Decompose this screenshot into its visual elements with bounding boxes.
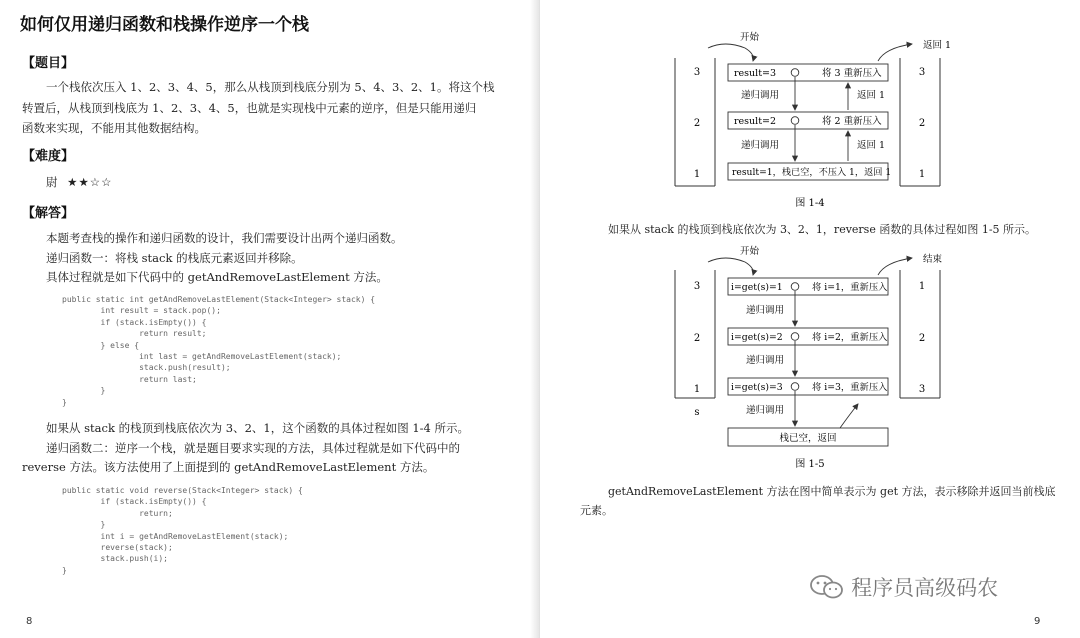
fig15-right-stack-item: 2: [918, 333, 926, 344]
fig14-box: [728, 163, 891, 180]
fig14-left-stack: [675, 58, 715, 186]
answer-text-line-2: 递归函数一：将栈 stack 的栈底元素返回并移除。: [46, 251, 303, 265]
fig14-box-right: 将 2 重新压入: [822, 116, 882, 127]
fig14-recurse-label: 递归调用: [741, 140, 780, 151]
fig15-right-stack: [900, 270, 940, 398]
fig15-box-left: i=get(s)=2: [731, 332, 783, 343]
fig14-box-left: result=2: [734, 116, 777, 127]
question-text-line-3: 函数来实现，不能用其他数据结构。: [22, 121, 206, 135]
fig14-right-stack-item: 3: [918, 67, 926, 78]
fig15-stack-name: s: [694, 407, 700, 418]
fig14-right-stack-item: 1: [918, 169, 926, 180]
fig14-return-label: 返回 1: [923, 40, 952, 51]
final-text-line-1: getAndRemoveLastElement 方法在图中简单表示为 get 方法，表示移除并返回当前栈底: [608, 485, 1056, 498]
right-page: [540, 0, 1080, 638]
fig15-end-label: 结束: [923, 254, 943, 265]
fig15-start-label: 开始: [740, 246, 760, 257]
fig14-right-stack-item: 2: [918, 118, 926, 129]
answer-heading: 【解答】: [22, 206, 75, 221]
fig15-recurse-label: 递归调用: [746, 305, 785, 316]
watermark: [808, 572, 998, 602]
fig15-box: [728, 328, 888, 345]
fig14-left-stack-item: 1: [693, 169, 701, 180]
fig14-return1-label: 返回 1: [857, 90, 886, 101]
fig15-caption: 图 1-5: [795, 459, 825, 470]
fig14-recurse-label: 递归调用: [741, 90, 780, 101]
fig15-box: [728, 378, 888, 395]
fig15-left-stack-item: 3: [693, 281, 701, 292]
difficulty-heading: 【难度】: [22, 149, 75, 164]
fig15-recurse-label: 递归调用: [746, 355, 785, 366]
page-number-right: 9: [1034, 616, 1041, 627]
figure-1-4-diagram: [540, 28, 1080, 218]
answer-text-line-3: 具体过程就是如下代码中的 getAndRemoveLastElement 方法。: [46, 270, 388, 284]
fig15-box-right: 将 i=3，重新压入: [812, 382, 888, 393]
fig15-box: [728, 278, 888, 295]
fig15-left-stack: [675, 270, 715, 418]
figure-1-5-intro: 如果从 stack 的栈顶到栈底依次为 3、2、1，reverse 函数的具体过程如图 1-5 所示。: [608, 223, 1037, 236]
fig14-start-label: 开始: [740, 32, 760, 43]
fig15-recurse-label: 递归调用: [746, 405, 785, 416]
fig14-left-stack-item: 3: [693, 67, 701, 78]
difficulty-rating: [46, 174, 112, 190]
fig14-left-stack-item: 2: [693, 118, 701, 129]
fig14-right-stack: [900, 58, 940, 186]
fig15-right-stack-item: 3: [918, 384, 926, 395]
fig14-caption: 图 1-4: [795, 198, 825, 209]
fig15-right-stack-item: 1: [918, 281, 926, 292]
fig14-box-left: result=3: [734, 68, 777, 79]
fig15-left-stack-item: 1: [693, 384, 701, 395]
code-block-get-and-remove: public static int getAndRemoveLastElement(Stack<Integer> stack) { int result = stack.pop(); if (stack.isEmpty()) { return result; } else { int last = getAndRemoveLastElement(stack); stack.push(result); return last; } }: [62, 295, 376, 407]
page-number-left: 8: [26, 616, 33, 627]
answer-text-line-1: 本题考查栈的操作和递归函数的设计，我们需要设计出两个递归函数。: [46, 231, 403, 245]
page-title: 如何仅用递归函数和栈操作逆序一个栈: [20, 15, 309, 35]
fig15-box-left: i=get(s)=1: [731, 282, 783, 293]
difficulty-stars: ★★☆☆: [67, 175, 113, 189]
mid-text-line-2: 递归函数二：逆序一个栈，就是题目要求实现的方法，具体过程就是如下代码中的: [46, 441, 460, 455]
wechat-icon: [808, 572, 846, 602]
watermark-text: 程序员高级码农: [851, 576, 999, 600]
mid-text-line-1: 如果从 stack 的栈顶到栈底依次为 3、2、1，这个函数的具体过程如图 1-4 所示。: [46, 421, 470, 435]
fig14-box: [728, 112, 888, 129]
fig15-left-stack-item: 2: [693, 333, 701, 344]
fig15-box-right: 将 i=2，重新压入: [812, 332, 888, 343]
fig15-box-right: 将 i=1，重新压入: [812, 282, 888, 293]
final-text-line-2: 元素。: [580, 504, 613, 517]
question-text-line-2: 转置后，从栈顶到栈底为 1、2、3、4、5，也就是实现栈中元素的逆序，但是只能用递归: [22, 101, 477, 115]
figure-1-5-diagram: [540, 242, 1080, 474]
fig15-box-left: i=get(s)=3: [731, 382, 783, 393]
fig14-box-right: 将 3 重新压入: [822, 68, 882, 79]
fig15-bottom-box-text: 栈已空，返回: [779, 433, 837, 444]
difficulty-label: 尉: [46, 175, 58, 189]
question-text-line-1: 一个栈依次压入 1、2、3、4、5，那么从栈顶到栈底分别为 5、4、3、2、1。将这个栈: [46, 80, 495, 94]
fig14-box-left: result=1，栈已空，不压入 1，返回 1: [732, 167, 892, 178]
fig14-return1-label: 返回 1: [857, 140, 886, 151]
code-block-reverse: public static void reverse(Stack<Integer> stack) { if (stack.isEmpty()) { return; } int i = getAndRemoveLastElement(stack); reverse(stack); stack.push(i); }: [62, 486, 303, 575]
mid-text-line-3: reverse 方法。该方法使用了上面提到的 getAndRemoveLastElement 方法。: [22, 460, 435, 474]
fig15-bottom-box: [728, 428, 888, 446]
question-heading: 【题目】: [22, 56, 75, 71]
fig14-box: [728, 64, 888, 81]
